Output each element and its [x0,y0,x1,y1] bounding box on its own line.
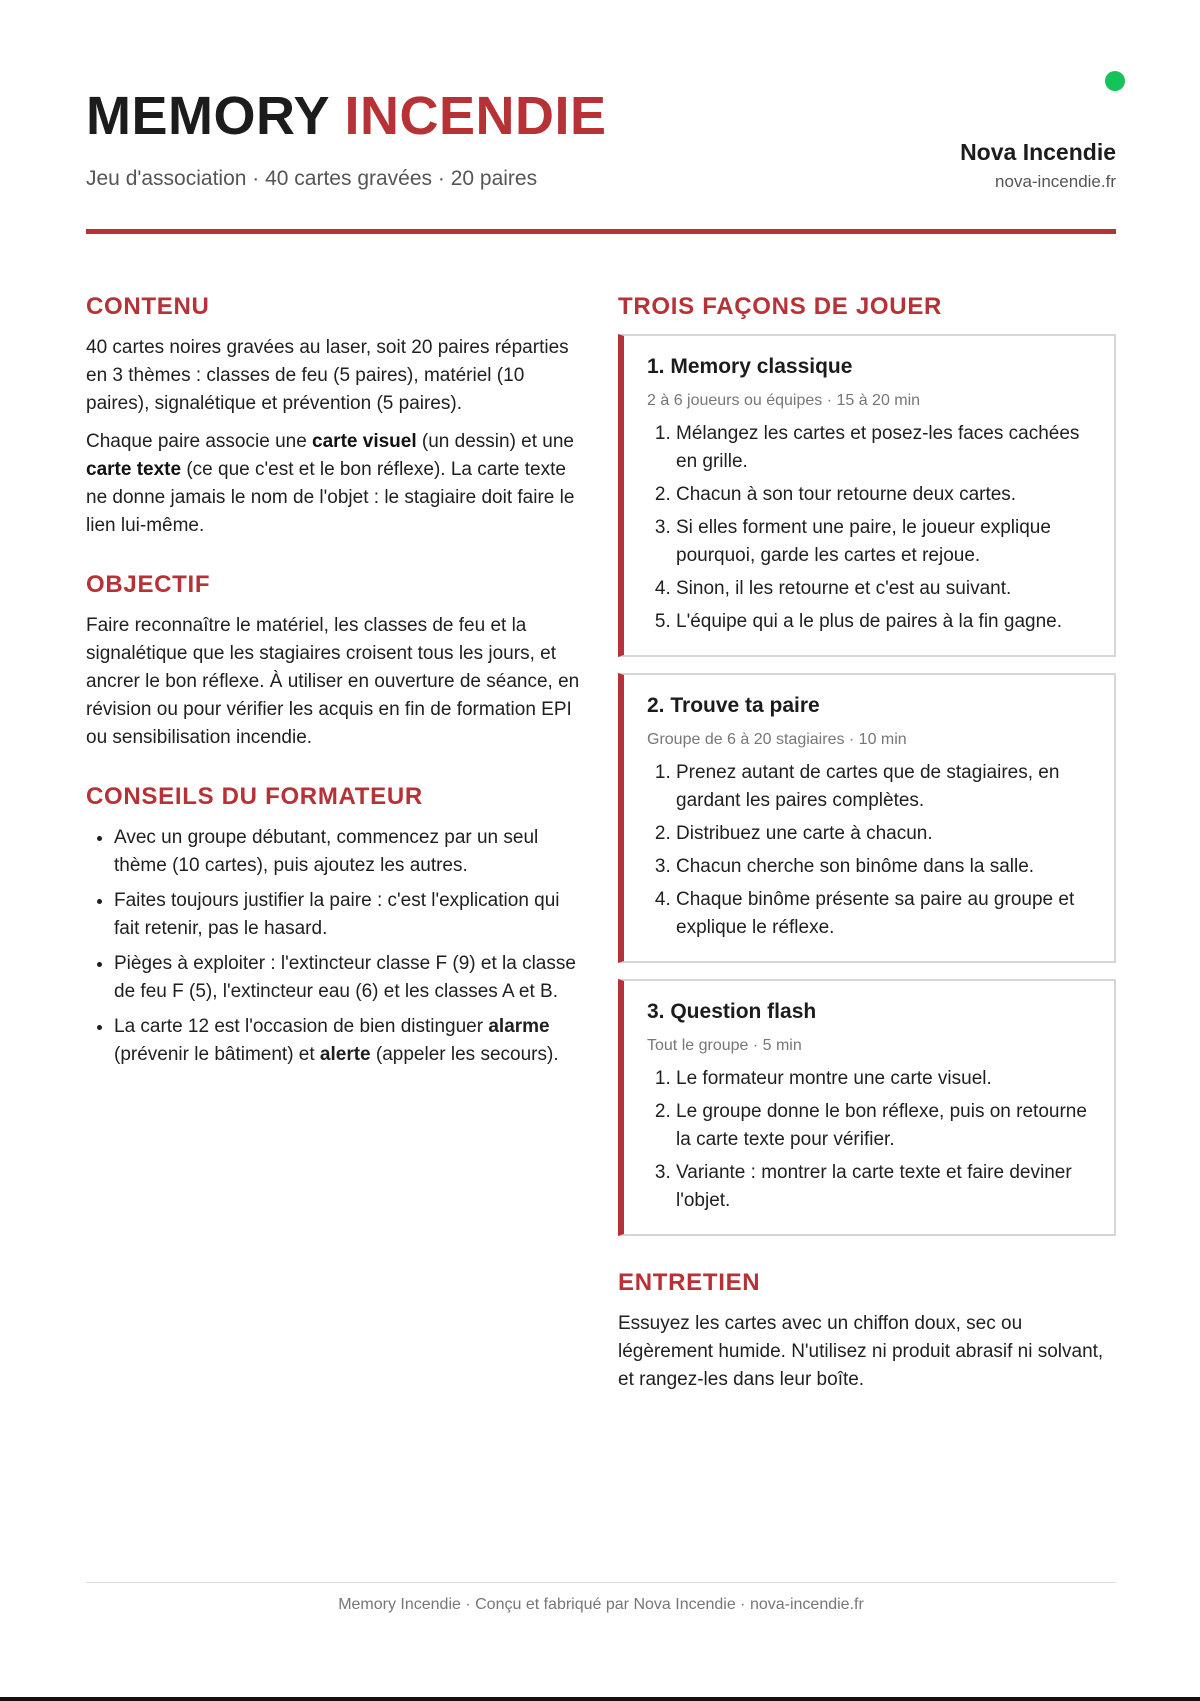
game-mode-card [618,673,1116,963]
step-item: 4. Sinon, il les retourne et c'est au suivant. [676,575,1094,603]
entretien-heading: ENTRETIEN [618,1269,761,1296]
step-item: 1. Le formateur montre une carte visuel. [676,1065,1094,1093]
left-column [86,292,586,1099]
bold-term-alarme: alarme [488,1016,550,1037]
text-run: (un dessin) et une [416,431,574,452]
footer-text: Memory Incendie · Conçu et fabriqué par Nova Incendie · nova-incendie.fr [338,1596,864,1613]
list-item: • Pièges à exploiter : l'extincteur classe F (9) et la classe de feu F (5), l'extincteur eau (6) et les classes A et B. [114,950,586,1006]
header-divider [86,229,1116,234]
steps-list [647,420,1094,636]
bold-term-alerte: alerte [319,1044,371,1065]
game-mode-card [618,334,1116,657]
text-run: (appeler les secours). [370,1044,559,1065]
game-mode-card [618,979,1116,1236]
contenu-paragraph-1: 40 cartes noires gravées au laser, soit 20 paires réparties en 3 thèmes : classes de feu (5 paires), matériel (10 paires), signalétique et prévention (5 paires). [86,337,569,414]
card-meta: Groupe de 6 à 20 stagiaires · 10 min [647,731,907,748]
title-accent: INCENDIE [344,86,607,146]
step-item: 3. Variante : montrer la carte texte et faire deviner l'objet. [676,1159,1094,1215]
objectif-heading: OBJECTIF [86,571,211,598]
footer-divider [86,1582,1116,1583]
right-column [618,292,1116,1424]
step-item: 2. Chacun à son tour retourne deux cartes. [676,481,1094,509]
step-item: 3. Chacun cherche son binôme dans la salle. [676,853,1094,881]
step-item: 1. Mélangez les cartes et posez-les faces cachées en grille. [676,420,1094,476]
document-title [86,86,607,146]
contenu-paragraph-2 [86,428,586,540]
document-subtitle: Jeu d'association · 40 cartes gravées · 20 paires [86,167,538,190]
conseils-heading: CONSEILS DU FORMATEUR [86,783,423,810]
text-run: Chaque paire associe une [86,431,313,452]
card-title: 2. Trouve ta paire [647,694,820,717]
bottom-edge-bar [0,1697,1200,1701]
step-item: 5. L'équipe qui a le plus de paires à la fin gagne. [676,608,1094,636]
bold-term-carte-visuel: carte visuel [312,431,417,452]
text-run: La carte 12 est l'occasion de bien distinguer [114,1016,489,1037]
title-main: MEMORY [86,86,330,146]
conseils-list [86,824,586,1069]
card-meta: Tout le groupe · 5 min [647,1037,802,1054]
steps-list [647,759,1094,942]
brand-url: nova-incendie.fr [995,172,1116,191]
steps-list [647,1065,1094,1215]
card-title: 3. Question flash [647,1000,817,1023]
brand-name: Nova Incendie [960,139,1116,165]
contenu-heading: CONTENU [86,293,210,320]
objectif-paragraph: Faire reconnaître le matériel, les classes de feu et la signalétique que les stagiaires croisent tous les jours, et ancrer le bon réflexe. À utiliser en ouverture de séance, en révision ou pour vérifier les acquis en fin de formation EPI ou sensibilisation incendie. [86,615,580,748]
step-item: 1. Prenez autant de cartes que de stagiaires, en gardant les paires complètes. [676,759,1094,815]
text-run: (ce que c'est et le bon réflexe). La carte texte ne donne jamais le nom de l'objet : le stagiaire doit faire le lien lui-même. [86,459,575,536]
conseils-section [86,782,586,1069]
entretien-section [618,1268,1116,1394]
objectif-section [86,570,586,752]
step-item: 2. Distribuez une carte à chacun. [676,820,1094,848]
step-item: 4. Chaque binôme présente sa paire au groupe et explique le réflexe. [676,886,1094,942]
status-dot-icon [1105,71,1125,91]
document-page [86,0,1116,1701]
modes-heading: TROIS FAÇONS DE JOUER [618,293,943,320]
card-meta: 2 à 6 joueurs ou équipes · 15 à 20 min [647,392,921,409]
step-item: 2. Le groupe donne le bon réflexe, puis on retourne la carte texte pour vérifier. [676,1098,1094,1154]
card-title: 1. Memory classique [647,355,853,378]
brand-block [960,138,1116,194]
text-run: (prévenir le bâtiment) et [114,1044,320,1065]
list-item: • Faites toujours justifier la paire : c'est l'explication qui fait retenir, pas le hasard. [114,887,586,943]
bold-term-carte-texte: carte texte [86,459,182,480]
entretien-paragraph: Essuyez les cartes avec un chiffon doux, sec ou légèrement humide. N'utilisez ni produit abrasif ni solvant, et rangez-les dans leur boîte. [618,1313,1104,1390]
list-item [114,1013,586,1069]
list-item: • Avec un groupe débutant, commencez par un seul thème (10 cartes), puis ajoutez les autres. [114,824,586,880]
step-item: 3. Si elles forment une paire, le joueur explique pourquoi, garde les cartes et rejoue. [676,514,1094,570]
contenu-section [86,292,586,540]
